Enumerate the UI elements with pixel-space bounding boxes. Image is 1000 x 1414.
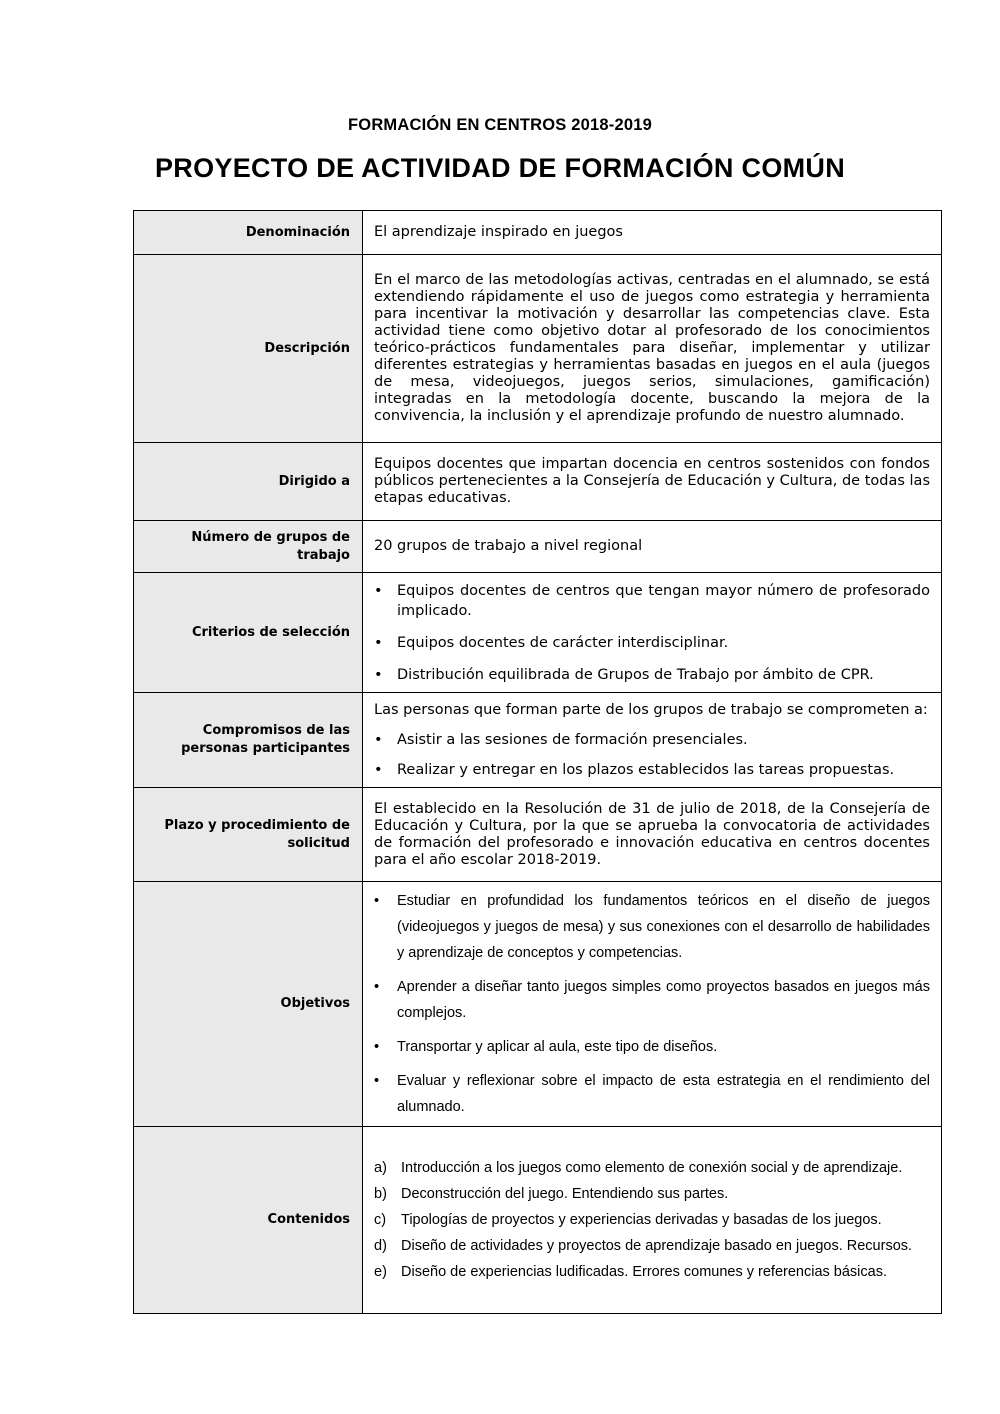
row-content (363, 788, 942, 882)
row-content (363, 693, 942, 788)
list-item-text: Tipologías de proyectos y experiencias derivadas y basadas de los juegos. (401, 1212, 882, 1228)
list-item (374, 1233, 930, 1259)
table-row (134, 693, 942, 788)
row-label: Dirigido a (134, 443, 363, 521)
row-label: Descripción (134, 255, 363, 443)
letter-marker: c) (374, 1212, 387, 1228)
list-item (374, 730, 930, 750)
list-item (374, 1207, 930, 1233)
paragraph: El aprendizaje inspirado en juegos (374, 224, 623, 240)
table-row (134, 788, 942, 882)
table-row (134, 255, 942, 443)
row-content (363, 573, 942, 693)
paragraph: Equipos docentes que impartan docencia en centros sostenidos con fondos públicos pertenecientes a la Consejería de Educación y Cultura, de todas las etapas educativas. (374, 456, 930, 506)
list-item-text: Introducción a los juegos como elemento de conexión social y de aprendizaje. (401, 1160, 903, 1176)
project-table (133, 210, 942, 1314)
list-item-text: Equipos docentes de centros que tengan mayor número de profesorado implicado. (397, 582, 930, 619)
bullet-icon: • (374, 1039, 380, 1055)
list-item-text: Diseño de experiencias ludificadas. Errores comunes y referencias básicas. (401, 1264, 887, 1280)
bullet-icon: • (374, 732, 383, 748)
row-label: Criterios de selección (134, 573, 363, 693)
bullet-icon: • (374, 1073, 380, 1089)
row-label: Objetivos (134, 882, 363, 1127)
paragraph: El establecido en la Resolución de 31 de julio de 2018, de la Consejería de Educación y Cultura, por la que se aprueba la convocatoria de actividades de formación del profesorado e innovación educativa en centros docentes para el año escolar 2018-2019. (374, 800, 930, 868)
bullet-icon: • (374, 634, 383, 651)
row-content (363, 443, 942, 521)
table-row (134, 573, 942, 693)
table-row (134, 521, 942, 573)
bullet-icon: • (374, 582, 383, 599)
row-label: Plazo y procedimiento de solicitud (134, 788, 363, 882)
row-label: Contenidos (134, 1127, 363, 1314)
list-item (374, 1155, 930, 1181)
list-item-text: Equipos docentes de carácter interdisciplinar. (397, 634, 729, 651)
letter-marker: e) (374, 1264, 387, 1280)
table-row (134, 882, 942, 1127)
list-item (374, 633, 930, 653)
doc-title: PROYECTO DE ACTIVIDAD DE FORMACIÓN COMÚN (154, 153, 846, 183)
doc-subtitle: FORMACIÓN EN CENTROS 2018-2019 (348, 116, 652, 134)
bullet-icon: • (374, 979, 380, 995)
row-content (363, 521, 942, 573)
letter-marker: a) (374, 1160, 387, 1176)
list-item-text: Deconstrucción del juego. Entendiendo sus partes. (401, 1186, 729, 1202)
table-row (134, 443, 942, 521)
list-item (374, 665, 930, 685)
list-item (374, 888, 930, 966)
list-item-text: Transportar y aplicar al aula, este tipo de diseños. (397, 1039, 718, 1055)
letter-marker: d) (374, 1238, 387, 1254)
list-item-text: Diseño de actividades y proyectos de aprendizaje basado en juegos. Recursos. (401, 1238, 913, 1254)
lettered-list (374, 1155, 930, 1285)
list-item (374, 760, 930, 780)
letter-marker: b) (374, 1186, 387, 1202)
project-table-body (134, 211, 942, 1314)
list-item-text: Asistir a las sesiones de formación presenciales. (397, 732, 748, 748)
list-item (374, 1034, 930, 1060)
list-item (374, 1181, 930, 1207)
list-item (374, 1068, 930, 1120)
list-item (374, 581, 930, 621)
row-content (363, 882, 942, 1127)
bullet-icon: • (374, 762, 383, 778)
table-row (134, 1127, 942, 1314)
bullet-list (374, 888, 930, 1120)
list-item (374, 974, 930, 1026)
paragraph: En el marco de las metodologías activas, centradas en el alumnado, se está extendiendo rápidamente el uso de juegos como estrategia y herramienta para incentivar la motivación y desarrollar las competencias clave. Esta actividad tiene como objetivo dotar al profesorado de los conocimientos teórico-prácticos fundamentales para diseñar, implementar y utilizar diferentes estrategias y herramientas basadas en juegos en el aula (juegos de mesa, videojuegos, juegos serios, simulaciones, gamificación) integradas en la metodología docente, buscando la mejora de la convivencia, la inclusión y el aprendizaje profundo de nuestro alumnado. (374, 272, 930, 424)
paragraph: 20 grupos de trabajo a nivel regional (374, 538, 643, 554)
row-content (363, 1127, 942, 1314)
list-item-text: Realizar y entregar en los plazos establecidos las tareas propuestas. (397, 762, 895, 778)
list-item (374, 1259, 930, 1285)
table-row (134, 211, 942, 255)
list-item-text: Distribución equilibrada de Grupos de Trabajo por ámbito de CPR. (397, 666, 874, 683)
bullet-icon: • (374, 893, 380, 909)
bullet-icon: • (374, 666, 383, 683)
paragraph: Las personas que forman parte de los grupos de trabajo se comprometen a: (374, 702, 928, 718)
row-label: Denominación (134, 211, 363, 255)
list-item-text: Estudiar en profundidad los fundamentos teóricos en el diseño de juegos (videojuegos y juegos de mesa) y sus conexiones con el desarrollo de habilidades y aprendizaje de conceptos y competencias. (397, 893, 930, 961)
row-label: Número de grupos de trabajo (134, 521, 363, 573)
row-label: Compromisos de las personas participantes (134, 693, 363, 788)
bullet-list (374, 730, 930, 780)
list-item-text: Evaluar y reflexionar sobre el impacto de esta estrategia en el rendimiento del alumnado. (397, 1073, 930, 1115)
row-content (363, 211, 942, 255)
row-content (363, 255, 942, 443)
bullet-list (374, 581, 930, 685)
list-item-text: Aprender a diseñar tanto juegos simples como proyectos basados en juegos más complejos. (397, 979, 930, 1021)
